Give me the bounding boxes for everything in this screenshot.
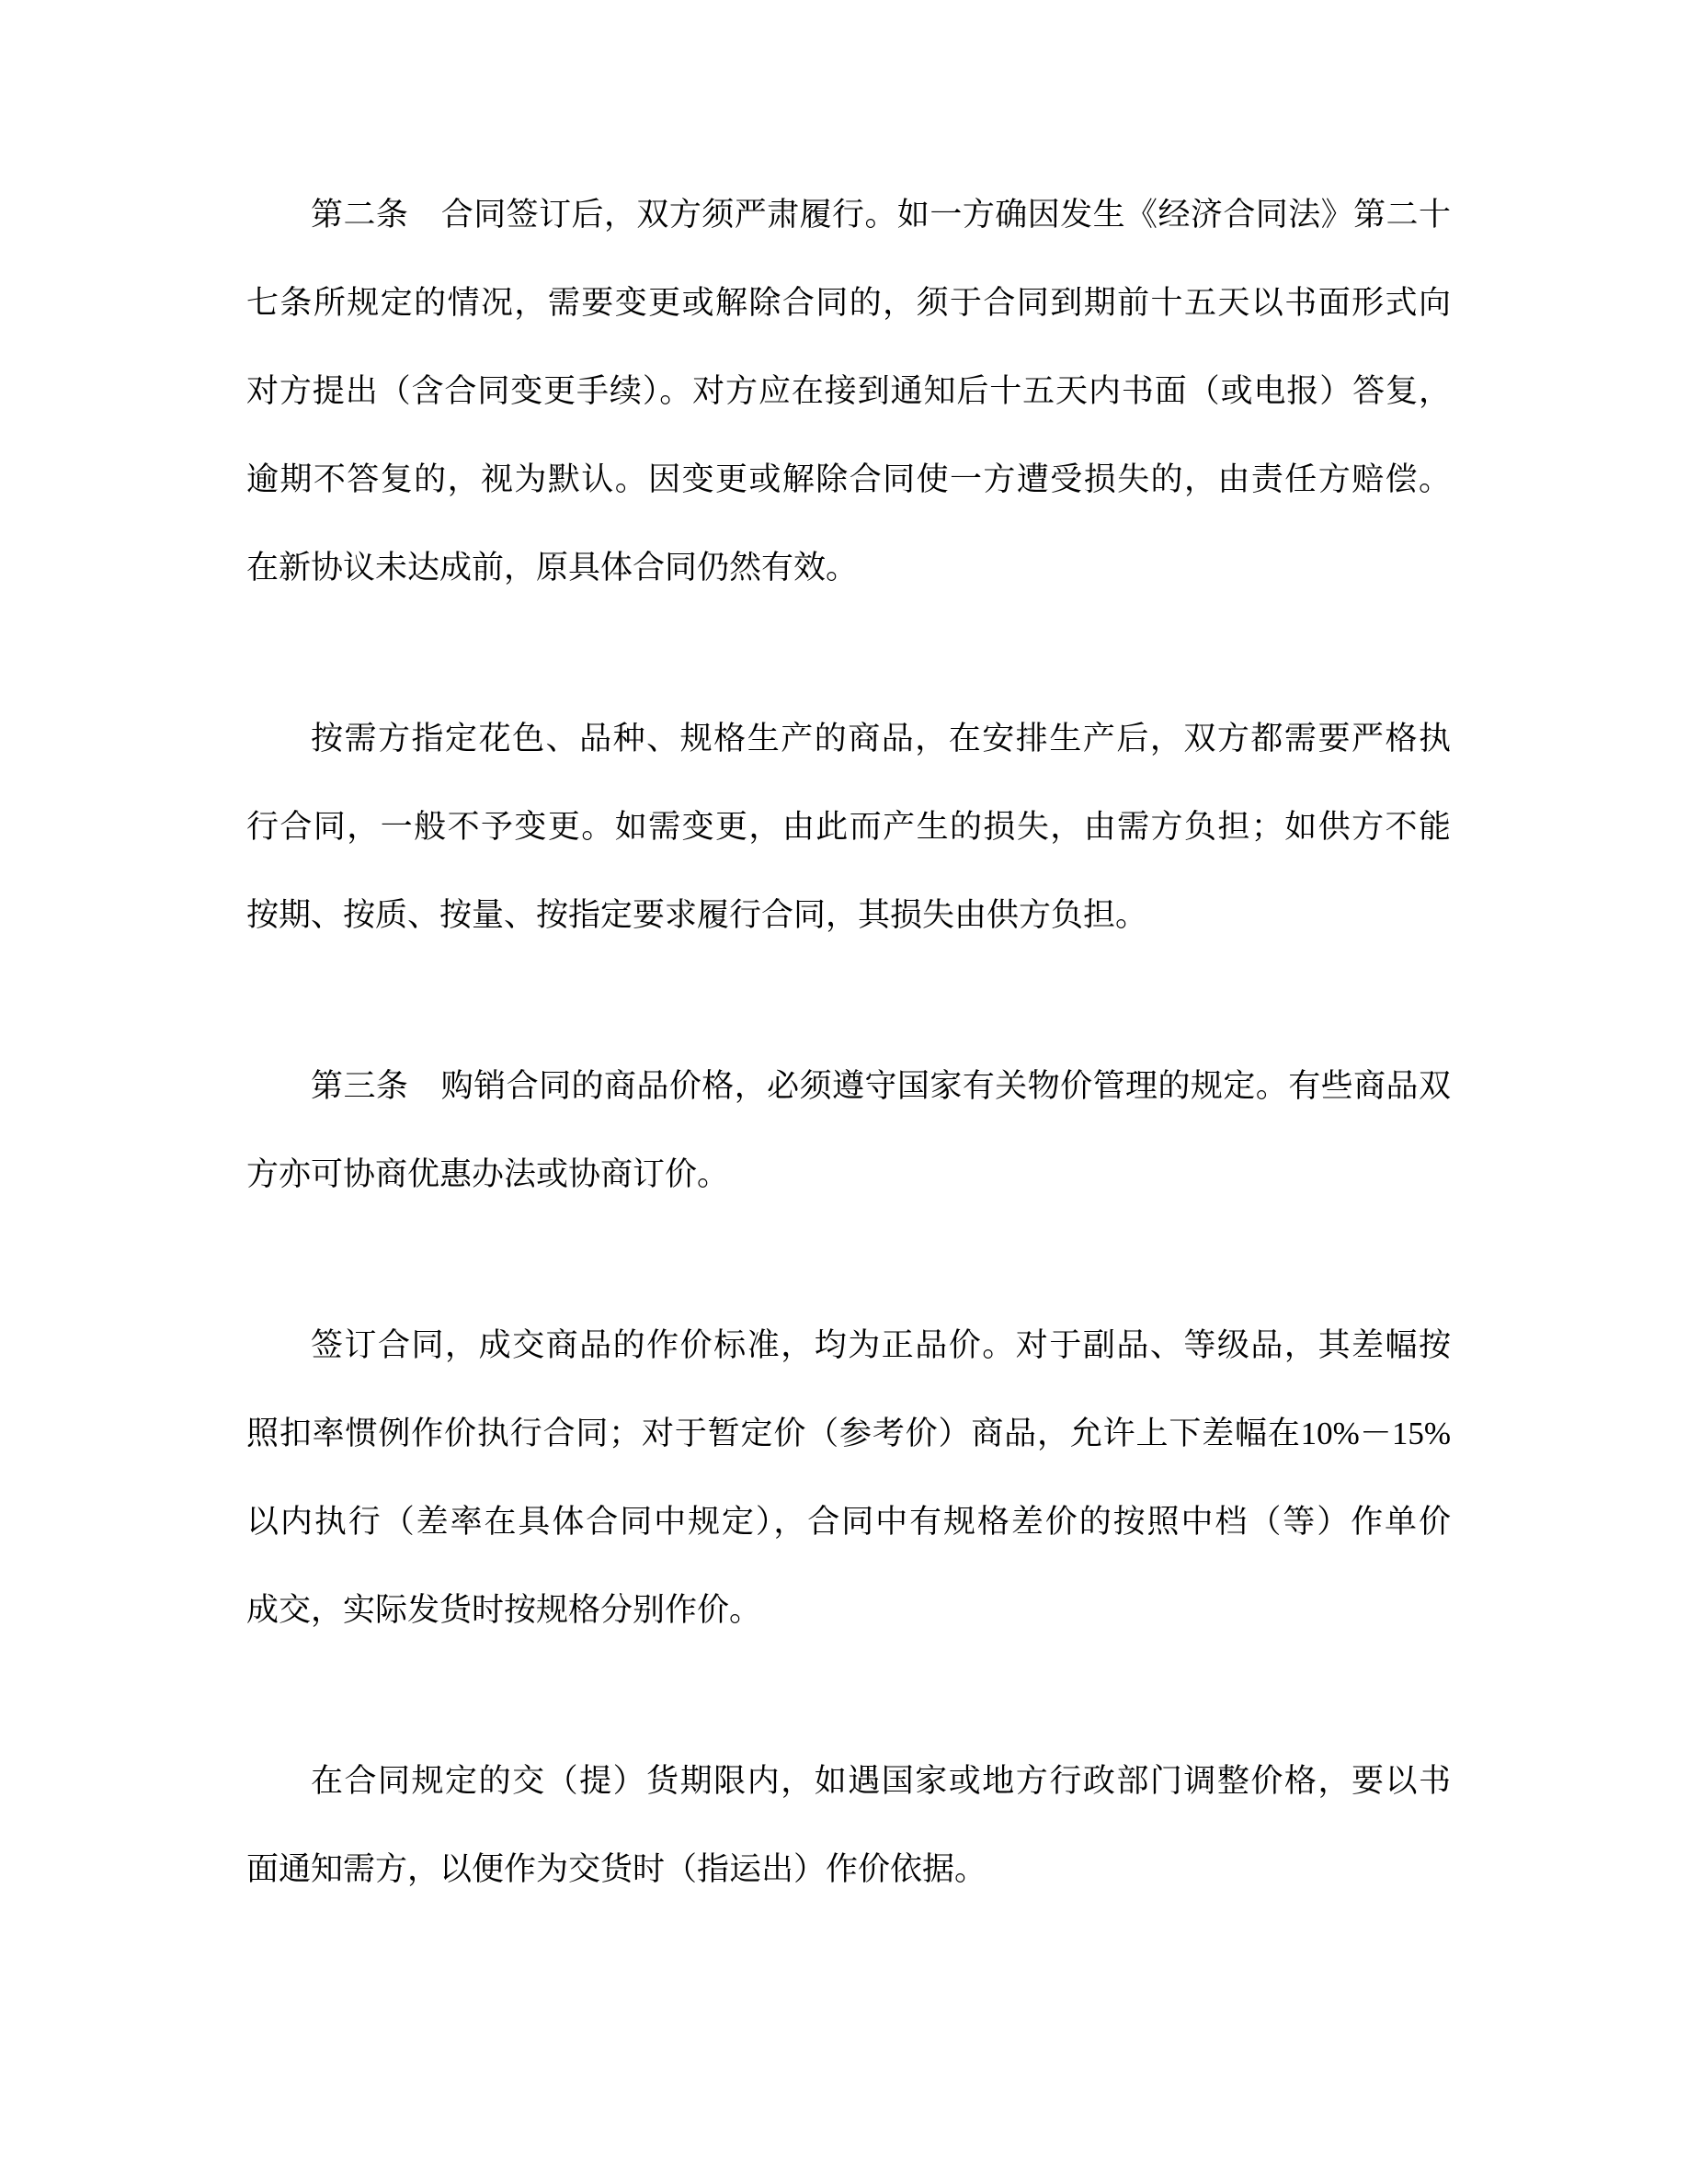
paragraph	[246, 1302, 1451, 1655]
paragraph	[246, 1737, 1451, 1914]
text-line: 签订合同，成交商品的作价标准，均为正品价。对于副品、等级品，其差幅按	[311, 1327, 1451, 1363]
text-line: 以内执行（差率在具体合同中规定），合同中有规格差价的按照中档（等）作单价	[246, 1504, 1451, 1540]
text-line: 照扣率惯例作价执行合同；对于暂定价（参考价）商品，允许上下差幅在10%－15%	[246, 1416, 1451, 1451]
document-body	[246, 171, 1451, 1914]
text-line: 行合同，一般不予变更。如需变更，由此而产生的损失，由需方负担；如供方不能	[246, 809, 1451, 845]
text-line: 逾期不答复的，视为默认。因变更或解除合同使一方遭受损失的，由责任方赔偿。	[246, 461, 1451, 497]
paragraph	[246, 695, 1451, 960]
text-line: 成交，实际发货时按规格分别作价。	[246, 1592, 762, 1628]
text-line: 按期、按质、按量、按指定要求履行合同，其损失由供方负担。	[246, 897, 1148, 933]
text-line: 方亦可协商优惠办法或协商订价。	[246, 1156, 730, 1192]
text-line: 第三条 购销合同的商品价格，必须遵守国家有关物价管理的规定。有些商品双	[311, 1068, 1451, 1104]
text-line: 对方提出（含合同变更手续）。对方应在接到通知后十五天内书面（或电报）答复，	[246, 373, 1451, 409]
text-line: 在新协议未达成前，原具体合同仍然有效。	[246, 550, 859, 586]
text-line: 七条所规定的情况，需要变更或解除合同的，须于合同到期前十五天以书面形式向	[246, 285, 1451, 321]
text-line: 第二条 合同签订后，双方须严肃履行。如一方确因发生《经济合同法》第二十	[311, 197, 1451, 233]
text-line: 面通知需方，以便作为交货时（指运出）作价依据。	[246, 1851, 987, 1887]
text-line: 在合同规定的交（提）货期限内，如遇国家或地方行政部门调整价格，要以书	[311, 1763, 1451, 1799]
paragraph	[246, 1042, 1451, 1219]
text-line: 按需方指定花色、品种、规格生产的商品，在安排生产后，双方都需要严格执	[311, 721, 1451, 756]
paragraph	[246, 171, 1451, 612]
